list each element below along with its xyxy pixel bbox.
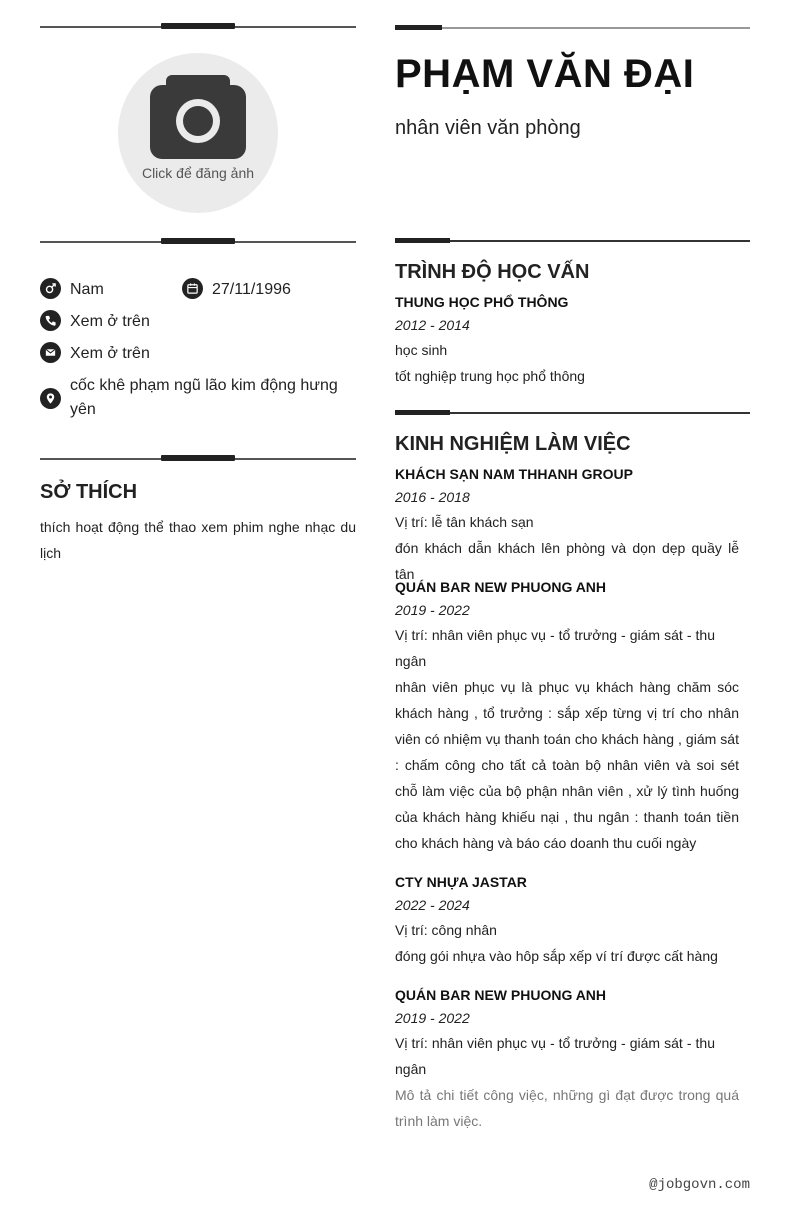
experience-position: Vị trí: lễ tân khách sạn — [395, 514, 534, 530]
experience-company: KHÁCH SẠN NAM THHANH GROUP — [395, 466, 633, 482]
experience-position: Vị trí: nhân viên phục vụ - tổ trưởng - giám sát - thu ngân — [395, 1035, 715, 1077]
experience-title: KINH NGHIỆM LÀM VIỆC — [395, 433, 631, 455]
experience-period: 2022 - 2024 — [395, 897, 470, 913]
education-major: học sinh — [395, 342, 448, 358]
mail-icon — [40, 342, 61, 363]
info-gender — [40, 278, 104, 302]
location-pin-icon — [40, 388, 61, 409]
phone-icon — [40, 310, 61, 331]
watermark: @jobgovn.com — [649, 1177, 750, 1193]
experience-period: 2019 - 2022 — [395, 1010, 470, 1026]
experience-entry — [395, 576, 739, 856]
education-period: 2012 - 2014 — [395, 317, 470, 333]
birthday-value: 27/11/1996 — [212, 281, 291, 298]
education-title: TRÌNH ĐỘ HỌC VẤN — [395, 261, 590, 283]
gender-icon — [40, 278, 61, 299]
address-value: cốc khê phạm ngũ lão kim động hưng yên — [70, 377, 338, 418]
experience-company: CTY NHỰA JASTAR — [395, 874, 527, 890]
phone-value: Xem ở trên — [70, 313, 150, 330]
experience-position: Vị trí: nhân viên phục vụ - tổ trưởng - giám sát - thu ngân — [395, 627, 715, 669]
info-email — [40, 342, 150, 366]
experience-period: 2016 - 2018 — [395, 489, 470, 505]
experience-entry — [395, 463, 739, 587]
hobbies-title: SỞ THÍCH — [40, 481, 138, 503]
email-value: Xem ở trên — [70, 345, 150, 362]
experience-divider-accent — [395, 410, 450, 415]
info-address — [40, 374, 356, 422]
education-note: tốt nghiệp trung học phổ thông — [395, 368, 585, 384]
experience-position: Vị trí: công nhân — [395, 922, 497, 938]
experience-description: đóng gói nhựa vào hôp sắp xếp ví trí được cất hàng — [395, 948, 718, 964]
info-birthday — [182, 278, 291, 302]
experience-company: QUÁN BAR NEW PHUONG ANH — [395, 579, 607, 595]
info-phone — [40, 310, 150, 334]
experience-entry — [395, 984, 739, 1134]
education-divider-accent — [395, 238, 450, 243]
experience-description: nhân viên phục vụ là phục vụ khách hàng chăm sóc khách hàng , tổ trưởng : sắp xếp từng vị trí cho nhân viên có nhiệm vụ thanh toán cho khách hàng , giám sát : chấm công cho tất cả toàn bộ nhân viên và soi sét chỗ làm việc của bộ phận nhân viên , xử lý tình huống của khách hàng khiếu nại , thu ngân : thanh toán tiền cho khách hàng và báo cáo doanh thu cuối ngày — [395, 679, 739, 851]
experience-description: Mô tả chi tiết công việc, những gì đạt được trong quá trình làm việc. — [395, 1087, 739, 1129]
left-top-divider-accent — [161, 23, 235, 29]
experience-period: 2019 - 2022 — [395, 602, 470, 618]
candidate-title: nhân viên văn phòng — [395, 117, 581, 139]
gender-value: Nam — [70, 281, 104, 298]
education-school: THUNG HỌC PHỔ THÔNG — [395, 294, 569, 310]
avatar-upload[interactable] — [118, 53, 278, 213]
right-top-divider-accent — [395, 25, 442, 30]
left-info-divider-accent — [161, 238, 235, 244]
right-top-divider — [395, 27, 750, 29]
candidate-name: PHẠM VĂN ĐẠI — [395, 52, 695, 96]
avatar-upload-label: Click để đăng ảnh — [141, 165, 255, 181]
camera-icon — [150, 75, 246, 159]
experience-entry — [395, 871, 739, 969]
calendar-icon — [182, 278, 203, 299]
experience-description: đón khách dẫn khách lên phòng và dọn dẹp quầy lễ tân — [395, 540, 739, 582]
education-entry — [395, 291, 739, 389]
left-hobby-divider-accent — [161, 455, 235, 461]
hobbies-text: thích hoạt động thể thao xem phim nghe nhạc du lịch — [40, 519, 356, 561]
experience-company: QUÁN BAR NEW PHUONG ANH — [395, 987, 607, 1003]
